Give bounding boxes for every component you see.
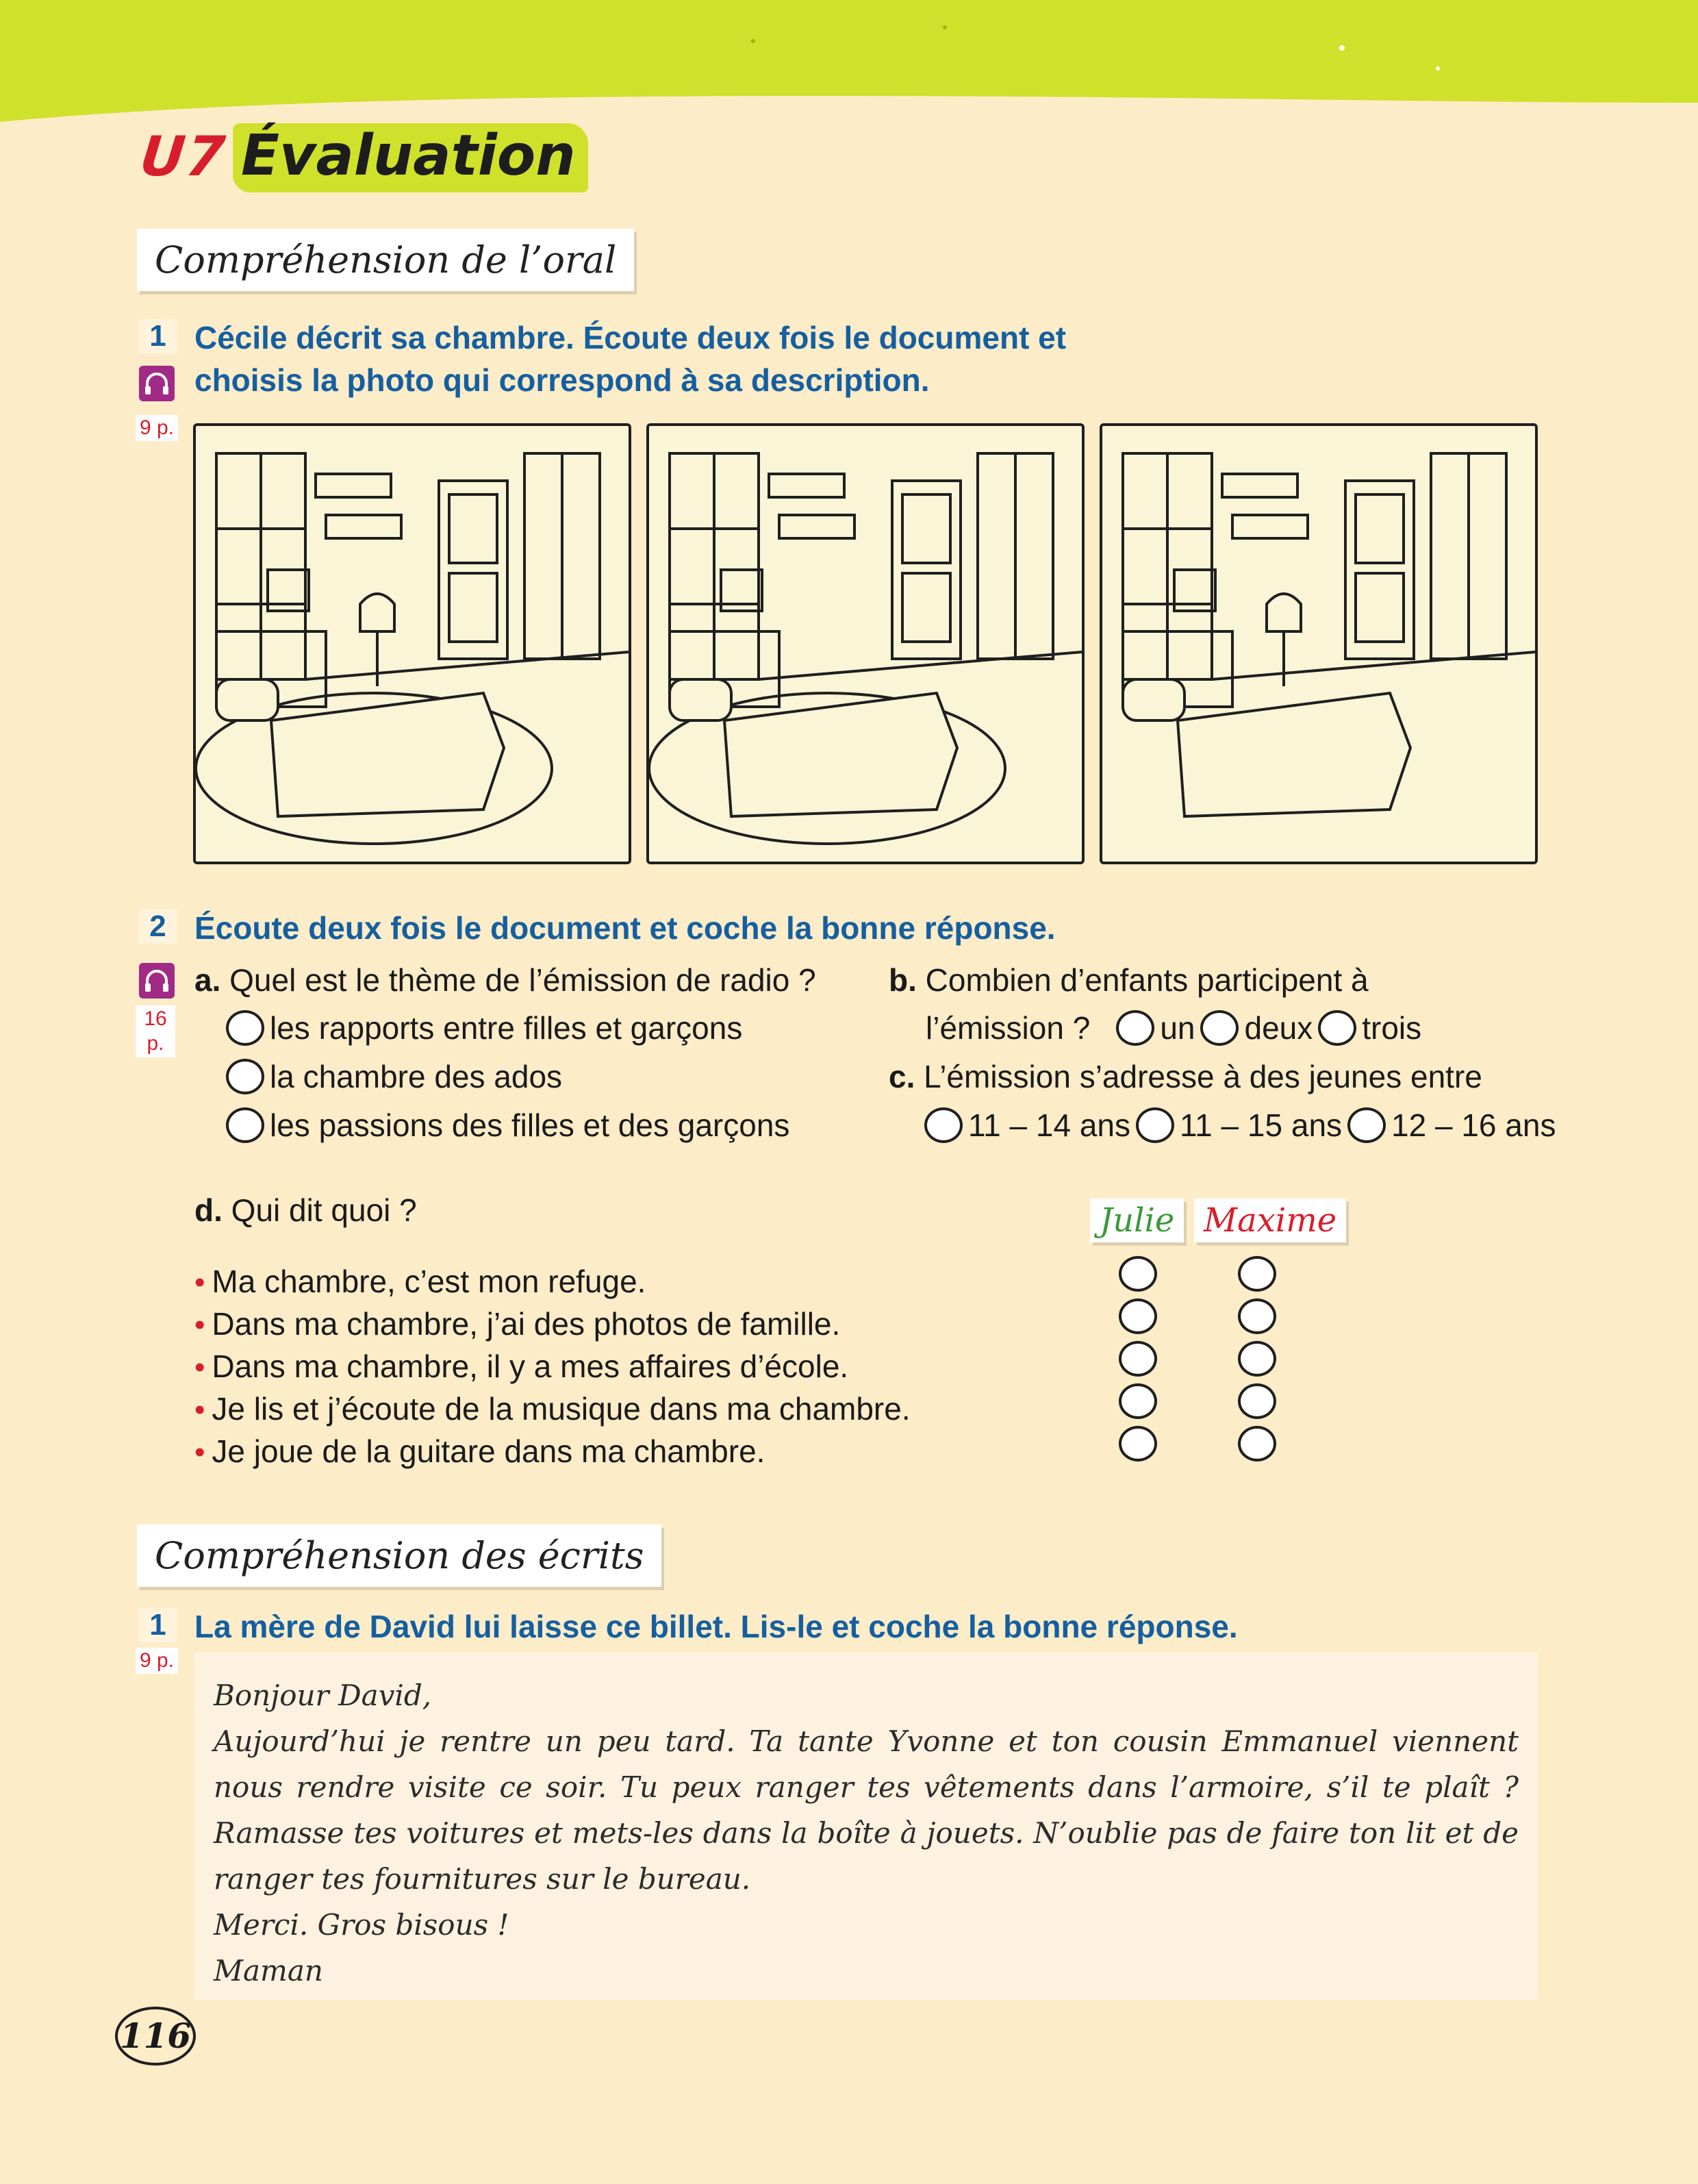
checkbox[interactable] [1238,1426,1276,1461]
note-signature: Maman [214,1954,323,1987]
column-label-julie: Julie [1090,1198,1184,1242]
checkbox[interactable] [1238,1383,1276,1419]
exercise-instruction: La mère de David lui laisse ce billet. Lis-le et coche la bonne réponse. [194,1609,1238,1644]
exercise-number: 1 [139,319,177,353]
checkbox[interactable] [1119,1341,1157,1377]
list-item: • Dans ma chambre, j’ai des photos de famille. [194,1306,841,1342]
checkbox[interactable] [924,1107,963,1143]
checkbox[interactable] [226,1107,264,1143]
exercise-instruction-line2: choisis la photo qui correspond à sa description. [194,362,930,398]
list-item: • Je lis et j’écoute de la musique dans ma chambre. [194,1391,911,1427]
list-item: • Dans ma chambre, il y a mes affaires d’école. [194,1348,849,1384]
section-title-oral: Compréhension de l’oral [137,229,634,291]
checkbox[interactable] [1238,1256,1276,1292]
note-closing: Merci. Gros bisous ! [214,1908,509,1942]
question-d: d. Qui dit quoi ? [194,1192,417,1228]
question-b-options: l’émission ? un deux trois [926,1010,1422,1046]
checkbox[interactable] [1318,1010,1356,1046]
julie-checkbox-column [1119,1256,1160,1461]
option-row[interactable]: les rapports entre filles et garçons [226,1004,742,1052]
points-label: 9 p. [136,415,178,441]
bedroom-picture-1[interactable] [193,423,631,864]
column-label-maxime: Maxime [1194,1198,1346,1242]
question-a: a. Quel est le thème de l’émission de radio ? [194,962,816,998]
note-card [194,1652,1538,2000]
section-title-written: Compréhension des écrits [137,1524,661,1587]
headphones-icon [139,963,175,999]
top-band [0,0,1698,123]
checkbox[interactable] [1119,1383,1157,1419]
list-item: • Je joue de la guitare dans ma chambre. [194,1433,765,1469]
bedroom-picture-3[interactable] [1100,423,1538,864]
checkbox[interactable] [1238,1298,1276,1334]
checkbox[interactable] [226,1059,264,1094]
maxime-checkbox-column [1238,1256,1279,1461]
exercise-instruction-line1: Cécile décrit sa chambre. Écoute deux fois le document et [194,320,1067,355]
page-number: 116 [115,2007,196,2066]
exercise-number: 1 [139,1608,177,1642]
points-label: 9 p. [136,1648,178,1674]
checkbox[interactable] [1200,1010,1239,1046]
checkbox[interactable] [1116,1010,1154,1046]
option-row[interactable]: les passions des filles et des garçons [226,1101,789,1149]
points-label: 16 p. [136,1005,175,1057]
bedroom-picture-2[interactable] [646,423,1085,864]
option-row[interactable]: la chambre des ados [226,1053,562,1101]
question-c: c. L’émission s’adresse à des jeunes entre [889,1059,1482,1094]
checkbox[interactable] [1119,1298,1157,1334]
list-item: • Ma chambre, c’est mon refuge. [194,1264,646,1299]
checkbox[interactable] [226,1010,264,1046]
exercise-instruction: Écoute deux fois le document et coche la bonne réponse. [194,910,1056,946]
note-greeting: Bonjour David, [214,1679,432,1712]
unit-number: U7 [137,125,229,188]
note-body: Aujourd’hui je rentre un peu tard. Ta tante Yvonne et ton cousin Emmanuel viennent nous rendre visite ce soir. Tu peux ranger tes vêtements dans l’armoire, s’il te plaît ? Ramasse tes voitures et mets-les dans la boîte à jouets. N’oublie pas de faire ton lit et de ranger tes fournitures sur le bureau. [214,1724,1519,1896]
question-c-options: 11 – 14 ans 11 – 15 ans 12 – 16 ans [924,1101,1556,1149]
checkbox[interactable] [1238,1341,1276,1377]
page-title: Évaluation [233,123,588,192]
checkbox[interactable] [1136,1107,1174,1143]
headphones-icon [139,366,175,401]
checkbox[interactable] [1119,1256,1157,1292]
statement-list [194,1260,911,1472]
exercise-number: 2 [139,909,177,944]
checkbox[interactable] [1119,1426,1157,1461]
checkbox[interactable] [1347,1107,1386,1143]
question-b: b. Combien d’enfants participent à [889,962,1369,998]
